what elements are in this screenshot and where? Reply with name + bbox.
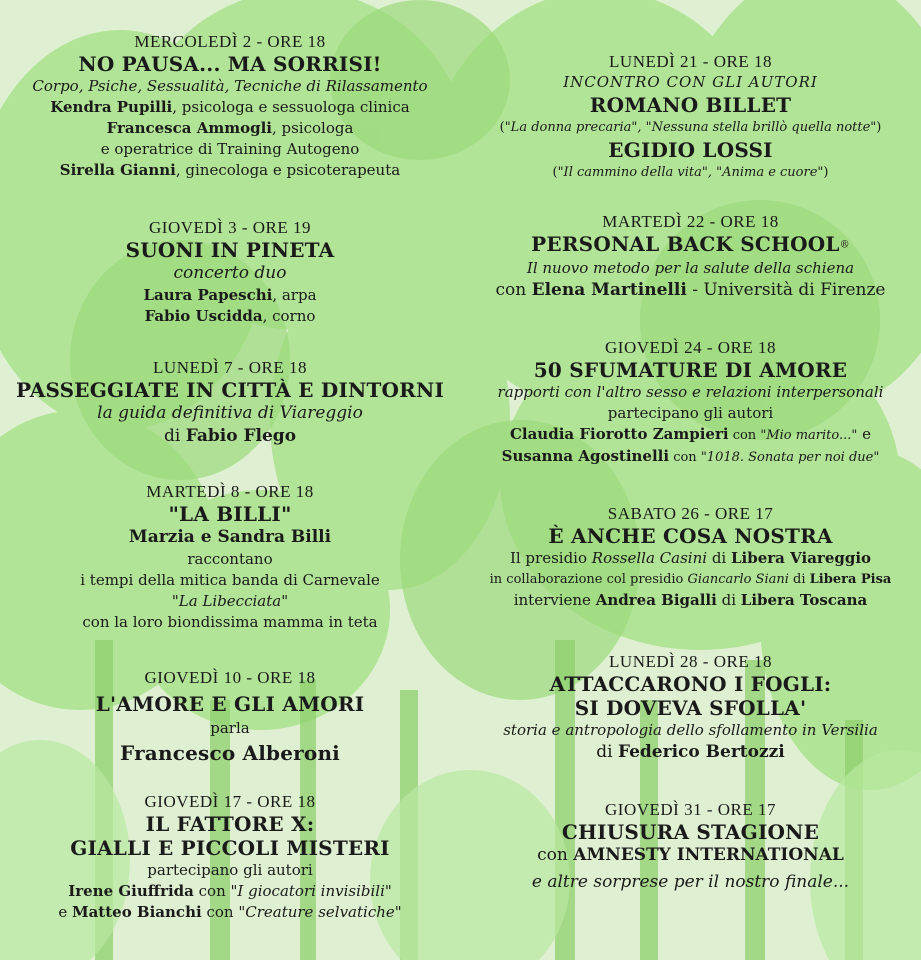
author-name: Matteo Bianchi: [71, 903, 202, 921]
event-line: i tempi della mitica banda di Carnevale: [80, 571, 380, 589]
event-author: di Fabio Flego: [163, 426, 297, 446]
event-title: PERSONAL BACK SCHOOL®: [531, 232, 850, 256]
event-title: SI DOVEVA SFOLLA': [574, 696, 807, 720]
event-subtitle: Corpo, Psiche, Sessualità, Tecniche di Rilassamento: [32, 77, 428, 95]
speaker-line: Laura Papeschi, arpa: [143, 286, 317, 304]
speaker-name: Fabio Uscidda: [144, 307, 263, 325]
speaker-name: Kendra Pupilli: [50, 98, 173, 116]
event-date: MARTEDÌ 22 - ORE 18: [602, 212, 779, 231]
event-author: di Federico Bertozzi: [596, 742, 785, 762]
book-titles: ("La donna precaria", "Nessuna stella brillò quella notte"): [499, 120, 882, 135]
speaker-line: con Elena Martinelli - Università di Firenze: [495, 279, 886, 300]
event-line: in collaborazione col presidio Giancarlo Siani di Libera Pisa: [489, 572, 892, 587]
event-line: interviene Andrea Bigalli di Libera Toscana: [513, 591, 868, 609]
event-line: parla: [210, 719, 250, 737]
speaker-name: Elena Martinelli: [531, 279, 687, 300]
event-title: NO PAUSA... MA SORRISI!: [78, 52, 382, 76]
speaker-name: Francesco Alberoni: [120, 741, 340, 765]
book-title: "Creature selvatiche": [238, 903, 402, 921]
event-line: con la loro biondissima mamma in teta: [82, 613, 378, 631]
book-title: "Mio marito...": [760, 428, 858, 443]
book-titles: ("Il cammino della vita", "Anima e cuore"): [552, 165, 829, 180]
author-line: Claudia Fiorotto Zampieri con "Mio marito..." e: [509, 425, 872, 443]
event-line: partecipano gli autori: [607, 404, 774, 422]
event-giovedi-10: [0, 668, 460, 765]
author-line: Susanna Agostinelli con "1018. Sonata per noi due": [501, 447, 880, 465]
speaker-name: AMNESTY INTERNATIONAL: [573, 845, 844, 865]
author-name: Fabio Flego: [185, 426, 297, 446]
event-date: GIOVEDÌ 17 - ORE 18: [144, 792, 316, 811]
speaker-line: Sirella Gianni, ginecologa e psicoterapeuta: [59, 161, 401, 179]
event-title: ATTACCARONO I FOGLI:: [549, 672, 832, 696]
event-title: "LA BILLI": [168, 502, 292, 526]
event-giovedi-3: [0, 218, 460, 327]
speaker-line: e operatrice di Training Autogeno: [100, 140, 360, 158]
speaker-name: Francesca Ammogli: [106, 119, 272, 137]
event-martedi-8: [0, 482, 460, 633]
author-name: EGIDIO LOSSI: [608, 138, 773, 162]
speaker-line: Francesca Ammogli, psicologa: [106, 119, 354, 137]
speaker-line: Fabio Uscidda, corno: [144, 307, 316, 325]
event-sabato-26: [460, 504, 921, 611]
speaker-line: con AMNESTY INTERNATIONAL: [537, 845, 844, 865]
speaker-name: Marzia e Sandra Billi: [128, 527, 332, 547]
event-giovedi-17: [0, 792, 460, 923]
event-line: Il presidio Rossella Casini di Libera Viareggio: [509, 549, 872, 567]
event-date: GIOVEDÌ 24 - ORE 18: [605, 338, 776, 357]
author-name: Claudia Fiorotto Zampieri: [509, 425, 729, 443]
speaker-name: Sirella Gianni: [59, 161, 176, 179]
event-subtitle: INCONTRO CON GLI AUTORI: [563, 73, 818, 91]
event-date: LUNEDÌ 21 - ORE 18: [609, 52, 772, 71]
event-martedi-22: [460, 212, 921, 302]
event-lunedi-28: [460, 652, 921, 764]
event-closing: e altre sorprese per il nostro finale...: [531, 872, 850, 892]
event-subtitle: storia e antropologia dello sfollamento in Versilia: [503, 721, 878, 739]
event-date: GIOVEDÌ 10 - ORE 18: [144, 668, 316, 687]
event-title: L'AMORE E GLI AMORI: [95, 692, 365, 716]
event-giovedi-24: [460, 338, 921, 468]
author-name: Federico Bertozzi: [617, 742, 785, 762]
event-lunedi-21: [460, 52, 921, 183]
event-date: GIOVEDÌ 3 - ORE 19: [149, 218, 311, 237]
author-name: Susanna Agostinelli: [501, 447, 670, 465]
author-line: e Matteo Bianchi con "Creature selvatiche": [58, 903, 402, 921]
speaker-line: [0, 526, 460, 549]
event-title: PASSEGGIATE IN CITTÀ E DINTORNI: [15, 378, 445, 402]
author-name: ROMANO BILLET: [589, 93, 792, 117]
event-giovedi-31: [460, 800, 921, 894]
event-date: LUNEDÌ 7 - ORE 18: [153, 358, 307, 377]
event-subtitle: Il nuovo metodo per la salute della schiena: [526, 258, 855, 277]
event-title: IL FATTORE X:: [145, 812, 315, 836]
event-date: SABATO 26 - ORE 17: [607, 504, 774, 523]
book-title: "I giocatori invisibili": [230, 882, 392, 900]
event-lunedi-7: [0, 358, 460, 448]
event-title: È ANCHE COSA NOSTRA: [548, 524, 833, 548]
event-quote: "La Libecciata": [171, 592, 289, 610]
event-title: GIALLI E PICCOLI MISTERI: [70, 836, 390, 860]
author-name: Irene Giuffrida: [68, 882, 194, 900]
event-date: GIOVEDÌ 31 - ORE 17: [605, 800, 776, 819]
event-subtitle: rapporti con l'altro sesso e relazioni interpersonali: [497, 383, 884, 401]
registered-mark: ®: [839, 239, 850, 251]
event-line: raccontano: [187, 550, 273, 568]
event-title: SUONI IN PINETA: [125, 238, 335, 262]
author-line: Irene Giuffrida con "I giocatori invisibili": [68, 882, 392, 900]
speaker-line: Kendra Pupilli, psicologa e sessuologa clinica: [50, 98, 410, 116]
speaker-name: Laura Papeschi: [143, 286, 273, 304]
event-subtitle: la guida definitiva di Viareggio: [97, 403, 363, 423]
event-line: partecipano gli autori: [147, 861, 313, 879]
event-date: LUNEDÌ 28 - ORE 18: [609, 652, 772, 671]
event-title: 50 SFUMATURE DI AMORE: [533, 358, 848, 382]
event-subtitle: concerto duo: [173, 263, 287, 283]
event-mercoledi-2: [0, 32, 460, 181]
event-date: MARTEDÌ 8 - ORE 18: [146, 482, 314, 501]
book-title: "1018. Sonata per noi due": [700, 450, 880, 465]
event-date: MERCOLEDÌ 2 - ORE 18: [134, 32, 326, 51]
event-title: CHIUSURA STAGIONE: [561, 820, 820, 844]
